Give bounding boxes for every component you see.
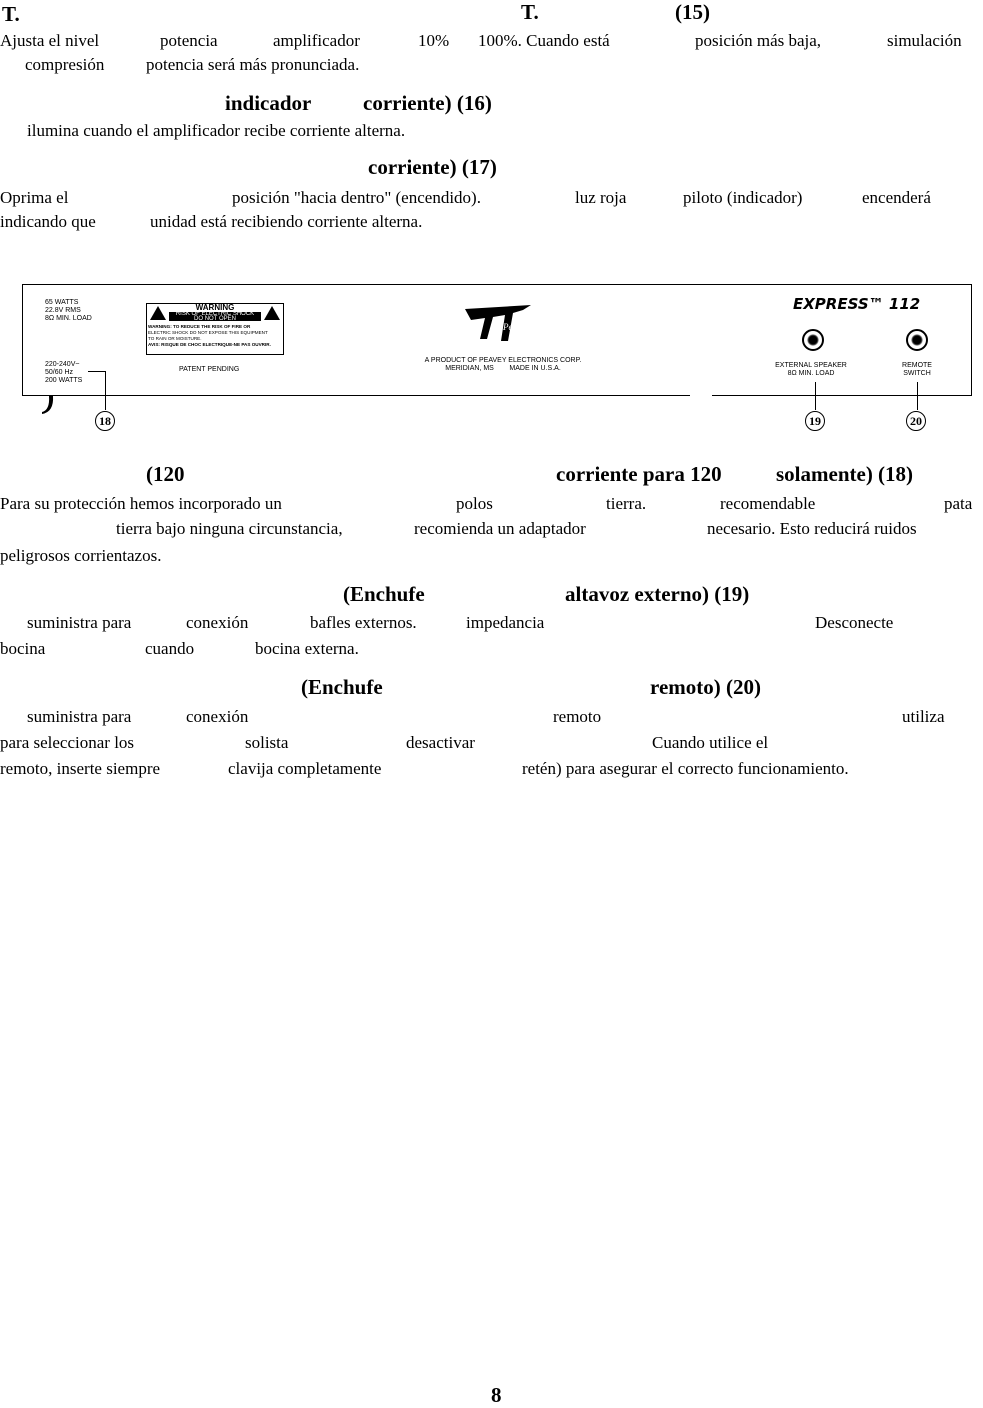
text-19: impedancia (466, 613, 545, 632)
maker-label: A PRODUCT OF PEAVEY ELECTRONICS CORP. MERIDIAN, MS MADE IN U.S.A. (424, 357, 582, 372)
external-speaker-label: EXTERNAL SPEAKER 8Ω MIN. LOAD (775, 362, 847, 377)
peavey-logo (453, 301, 543, 345)
text-19: Desconecte (815, 613, 894, 632)
text-19: cuando (145, 639, 195, 658)
remote-switch-jack (906, 329, 928, 351)
text-17: piloto (indicador) (683, 188, 803, 207)
caution-icon (264, 306, 280, 320)
heading-15-part-b: T. (521, 0, 539, 24)
text-17: luz roja (575, 188, 627, 207)
text-20: suministra para (27, 707, 132, 726)
leader-20 (917, 382, 918, 410)
callout-19: 19 (805, 411, 825, 431)
page-number: 8 (491, 1383, 502, 1407)
callout-18: 18 (95, 411, 115, 431)
text-17: encenderá (862, 188, 931, 207)
warning-label (146, 303, 284, 355)
remote-switch-label: REMOTE SWITCH (902, 362, 932, 377)
text-19: bocina externa. (255, 639, 359, 658)
text-18: peligrosos corrientazos. (0, 546, 162, 565)
heading-18-part-a: (120 (146, 462, 185, 486)
heading-20-part-a: (Enchufe (301, 675, 383, 699)
callout-20: 20 (906, 411, 926, 431)
text-15: potencia (160, 31, 218, 50)
text-20: solista (245, 733, 289, 752)
heading-19-part-a: (Enchufe (343, 582, 425, 606)
heading-16-part-b: corriente) (16) (363, 91, 492, 115)
text-20: desactivar (406, 733, 475, 752)
heading-18-part-b: corriente para 120 (556, 462, 722, 486)
text-15: 100%. Cuando está (478, 31, 610, 50)
text-20: para seleccionar los (0, 733, 135, 752)
text-18: Para su protección hemos incorporado un (0, 494, 282, 513)
text-19: conexión (186, 613, 249, 632)
text-17: Oprima el (0, 188, 69, 207)
text-15: simulación (887, 31, 962, 50)
warning-text: WARNING: TO REDUCE THE RISK OF FIRE OR ELECTRIC SHOCK DO NOT EXPOSE THIS EQUIPMENT TO RAIN OR MOISTURE. AVIS: RISQUE DE CHOC ELECTRIQUE-NE PAS OUVRIR. (148, 324, 271, 347)
text-18: recomendable (720, 494, 816, 513)
heading-15-part-a: T. (2, 2, 20, 26)
text-20: remoto (553, 707, 602, 726)
text-18: tierra. (606, 494, 647, 513)
text-20: utiliza (902, 707, 945, 726)
text-15: amplificador (273, 31, 360, 50)
text-17: indicando que (0, 212, 96, 231)
text-18: pata (944, 494, 973, 513)
mains-rating-label: 220-240V~ 50/60 Hz 200 WATTS (45, 361, 83, 384)
text-18: necesario. Esto reducirá ruidos (707, 519, 917, 538)
text-17: posición "hacia dentro" (encendido). (232, 188, 481, 207)
text-15: 10% (418, 31, 450, 50)
leader-19 (815, 382, 816, 410)
text-18: polos (456, 494, 493, 513)
model-name: EXPRESS™ 112 (793, 295, 921, 313)
text-20: Cuando utilice el (652, 733, 769, 752)
leader-18-h (88, 371, 105, 372)
text-20: clavija completamente (228, 759, 382, 778)
heading-18-part-c: solamente) (18) (776, 462, 914, 486)
text-20: remoto, inserte siempre (0, 759, 161, 778)
svg-text:Peavey: Peavey (503, 322, 529, 332)
panel-foot-mark (40, 396, 54, 414)
shock-warning-icon (150, 306, 166, 320)
warning-title: WARNING (195, 303, 235, 312)
text-15: compresión (25, 55, 105, 74)
heading-20-part-b: remoto) (20) (650, 675, 761, 699)
warning-bar: RISK OF ELECTRIC SHOCK DO NOT OPEN (169, 312, 261, 321)
text-19: bocina (0, 639, 46, 658)
heading-19-part-b: altavoz externo) (19) (565, 582, 750, 606)
text-20: conexión (186, 707, 249, 726)
text-15: posición más baja, (695, 31, 822, 50)
text-18: tierra bajo ninguna circunstancia, (116, 519, 343, 538)
text-20: retén) para asegurar el correcto funcionamiento. (522, 759, 849, 778)
text-19: suministra para (27, 613, 132, 632)
external-speaker-jack (802, 329, 824, 351)
patent-label: PATENT PENDING (179, 366, 240, 373)
heading-17: corriente) (17) (368, 155, 497, 179)
text-19: bafles externos. (310, 613, 417, 632)
power-rating-label: 65 WATTS 22.8V RMS 8Ω MIN. LOAD (45, 299, 92, 322)
text-15: Ajusta el nivel (0, 31, 100, 50)
text-16: ilumina cuando el amplificador recibe corriente alterna. (27, 121, 406, 140)
heading-15-number: (15) (675, 0, 710, 24)
heading-16-part-a: indicador (225, 91, 312, 115)
text-15: potencia será más pronunciada. (146, 55, 360, 74)
text-18: recomienda un adaptador (414, 519, 586, 538)
text-17: unidad está recibiendo corriente alterna. (150, 212, 423, 231)
panel-edge-gap (690, 394, 712, 397)
leader-18-v (105, 371, 106, 410)
back-panel-diagram (22, 284, 972, 396)
